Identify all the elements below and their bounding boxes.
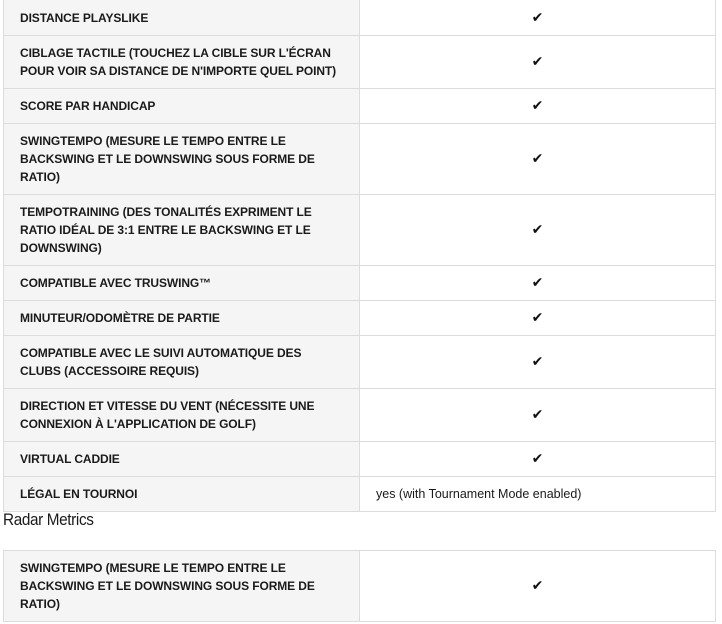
table-row: [4, 551, 716, 622]
feature-value: [360, 551, 716, 622]
table-row: [4, 124, 716, 195]
table-row: [4, 36, 716, 89]
feature-label: DIRECTION ET VITESSE DU VENT (NÉCESSITE UNE CONNEXION À L'APPLICATION DE GOLF): [4, 389, 360, 442]
feature-value: [360, 389, 716, 442]
feature-label: COMPATIBLE AVEC LE SUIVI AUTOMATIQUE DES CLUBS (ACCESSOIRE REQUIS): [4, 336, 360, 389]
feature-label: VIRTUAL CADDIE: [4, 442, 360, 477]
feature-value: [360, 336, 716, 389]
checkmark-icon: ✔: [531, 9, 544, 26]
feature-value: [360, 89, 716, 124]
spec-table: [3, 0, 716, 512]
table-row: [4, 195, 716, 266]
feature-label: SWINGTEMPO (MESURE LE TEMPO ENTRE LE BACKSWING ET LE DOWNSWING SOUS FORME DE RATIO): [4, 551, 360, 622]
checkmark-icon: ✔: [531, 578, 544, 594]
table-row: [4, 301, 716, 336]
table-row: [4, 389, 716, 442]
checkmark-icon: ✔: [531, 222, 544, 238]
feature-label: MINUTEUR/ODOMÈTRE DE PARTIE: [4, 301, 360, 336]
checkmark-icon: ✔: [531, 275, 544, 291]
checkmark-icon: ✔: [531, 54, 544, 70]
feature-value-text: yes (with Tournament Mode enabled): [360, 477, 716, 512]
checkmark-icon: ✔: [531, 151, 544, 167]
feature-value: [360, 0, 716, 36]
feature-label: SCORE PAR HANDICAP: [4, 89, 360, 124]
feature-value: [360, 301, 716, 336]
checkmark-icon: ✔: [531, 451, 544, 467]
feature-label: LÉGAL EN TOURNOI: [4, 477, 360, 512]
feature-value: [360, 266, 716, 301]
feature-value: [360, 124, 716, 195]
table-row: [4, 89, 716, 124]
checkmark-icon: ✔: [531, 310, 544, 326]
checkmark-icon: ✔: [531, 98, 544, 114]
table-row: [4, 442, 716, 477]
feature-label: DISTANCE PLAYSLIKE: [4, 0, 360, 36]
feature-label: TEMPOTRAINING (DES TONALITÉS EXPRIMENT LE RATIO IDÉAL DE 3:1 ENTRE LE BACKSWING ET LE DOWNSWING): [4, 195, 360, 266]
checkmark-icon: ✔: [531, 354, 544, 370]
feature-label: SWINGTEMPO (MESURE LE TEMPO ENTRE LE BACKSWING ET LE DOWNSWING SOUS FORME DE RATIO): [4, 124, 360, 195]
feature-label: COMPATIBLE AVEC TRUSWING™: [4, 266, 360, 301]
radar-metrics-table: [3, 550, 716, 622]
table-row: [4, 477, 716, 512]
feature-value: [360, 195, 716, 266]
table-row: [4, 266, 716, 301]
section-heading-radar-metrics: Radar Metrics: [3, 510, 94, 529]
table-row: [4, 0, 716, 36]
checkmark-icon: ✔: [531, 407, 544, 423]
feature-label: CIBLAGE TACTILE (TOUCHEZ LA CIBLE SUR L'ÉCRAN POUR VOIR SA DISTANCE DE N'IMPORTE QUEL POINT): [4, 36, 360, 89]
feature-value: [360, 36, 716, 89]
table-row: [4, 336, 716, 389]
feature-value: [360, 442, 716, 477]
